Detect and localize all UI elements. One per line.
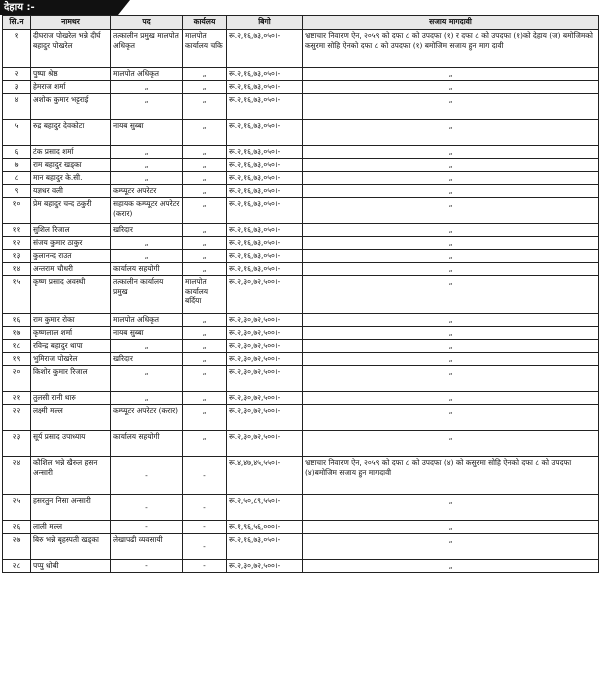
- row-demand: „: [303, 353, 599, 366]
- row-amount: रू.२,३०,७२,५००।-: [227, 405, 303, 431]
- row-amount: रू.२,१६,७३,०५०।-: [227, 159, 303, 172]
- row-name: बिरु भन्ने बृहस्पती खड्का: [31, 534, 111, 560]
- row-name: कृष्णलाल शर्मा: [31, 327, 111, 340]
- row-demand: „: [303, 159, 599, 172]
- row-office: „: [183, 224, 227, 237]
- table-row: [3, 198, 599, 224]
- header-office: कार्यलय: [183, 16, 227, 30]
- row-demand: „: [303, 495, 599, 521]
- row-name: प्रेम बहादुर चन्द ठकुरी: [31, 198, 111, 224]
- table-row: [3, 185, 599, 198]
- row-post: „: [111, 159, 183, 172]
- header-amount: बिगो: [227, 16, 303, 30]
- row-sn: ३: [3, 81, 31, 94]
- row-post: „: [111, 392, 183, 405]
- row-post: „: [111, 146, 183, 159]
- row-demand: „: [303, 534, 599, 560]
- row-name: तुलसी रानी थारु: [31, 392, 111, 405]
- row-sn: २: [3, 68, 31, 81]
- row-sn: २३: [3, 431, 31, 457]
- row-office: „: [183, 314, 227, 327]
- row-post: मालपोत अधिकृत: [111, 314, 183, 327]
- table-header-row: [3, 16, 599, 30]
- row-office: „: [183, 392, 227, 405]
- header-name: नामथर: [31, 16, 111, 30]
- row-office: „: [183, 340, 227, 353]
- row-amount: रू.२,३०,७२,५००।-: [227, 340, 303, 353]
- row-demand: „: [303, 405, 599, 431]
- row-office: „: [183, 250, 227, 263]
- row-name: अशोक कुमार भट्टराई: [31, 94, 111, 120]
- row-name: अन्तराम चौधरी: [31, 263, 111, 276]
- header-post: पद: [111, 16, 183, 30]
- row-demand: „: [303, 172, 599, 185]
- section-title: देहाय :-: [0, 0, 118, 15]
- row-sn: २०: [3, 366, 31, 392]
- row-sn: १६: [3, 314, 31, 327]
- row-name: दीघराज पोखरेल भन्ने दीर्घ बहादुर पोखरेल: [31, 30, 111, 68]
- table-row: [3, 30, 599, 68]
- row-demand: „: [303, 68, 599, 81]
- row-demand: „: [303, 521, 599, 534]
- table-row: [3, 172, 599, 185]
- row-post: „: [111, 172, 183, 185]
- row-office: „: [183, 198, 227, 224]
- table-row: [3, 146, 599, 159]
- row-sn: १९: [3, 353, 31, 366]
- row-post: नायब सुब्बा: [111, 327, 183, 340]
- table-row: [3, 521, 599, 534]
- row-office: -: [183, 495, 227, 521]
- row-office: „: [183, 94, 227, 120]
- row-post: खरिदार: [111, 353, 183, 366]
- row-demand: „: [303, 250, 599, 263]
- row-post: तत्कालीन कार्यालय प्रमुख: [111, 276, 183, 314]
- row-post: तत्कालीन प्रमुख मालपोत अधिकृत: [111, 30, 183, 68]
- row-post: „: [111, 81, 183, 94]
- row-demand: „: [303, 392, 599, 405]
- row-office: „: [183, 120, 227, 146]
- row-office: „: [183, 159, 227, 172]
- row-name: भुमिराज पोखरेल: [31, 353, 111, 366]
- row-demand: „: [303, 198, 599, 224]
- row-name: हेमराज शर्मा: [31, 81, 111, 94]
- row-amount: रू.२,१६,७३,०५०।-: [227, 146, 303, 159]
- row-amount: रू.२,३०,७२,५००।-: [227, 327, 303, 340]
- row-post: खरिदार: [111, 224, 183, 237]
- row-amount: रू.२,३०,७२,५००।-: [227, 560, 303, 573]
- row-sn: १: [3, 30, 31, 68]
- row-amount: रू.२,३०,७२,५००।-: [227, 353, 303, 366]
- row-sn: २५: [3, 495, 31, 521]
- row-amount: रू.२,३०,७२,५००।-: [227, 431, 303, 457]
- table-row: [3, 250, 599, 263]
- row-office: -: [183, 534, 227, 560]
- row-name: कृष्ण प्रसाद अवस्थी: [31, 276, 111, 314]
- table-row: [3, 276, 599, 314]
- table-row: [3, 392, 599, 405]
- row-office: -: [183, 560, 227, 573]
- row-demand: „: [303, 94, 599, 120]
- row-demand: „: [303, 340, 599, 353]
- row-office: „: [183, 185, 227, 198]
- table-row: [3, 431, 599, 457]
- row-office: मालपोत कार्यालय बर्दिया: [183, 276, 227, 314]
- row-office: -: [183, 521, 227, 534]
- row-demand: „: [303, 146, 599, 159]
- row-post: कार्यालय सहयोगी: [111, 263, 183, 276]
- row-amount: रू.४,४७,४५,५५०।-: [227, 457, 303, 495]
- row-amount: रू.२,३०,७२,५००।-: [227, 392, 303, 405]
- row-post: सहायक कम्प्यूटर अपरेटर (करार): [111, 198, 183, 224]
- row-amount: रू.१,९६,५६,०००।-: [227, 521, 303, 534]
- row-sn: २८: [3, 560, 31, 573]
- table-row: [3, 534, 599, 560]
- row-demand: „: [303, 263, 599, 276]
- row-post: कार्यालय सहयोगी: [111, 431, 183, 457]
- row-sn: २२: [3, 405, 31, 431]
- table-row: [3, 81, 599, 94]
- row-sn: १५: [3, 276, 31, 314]
- row-office: „: [183, 366, 227, 392]
- row-post: कम्प्यूटर अपरेटर: [111, 185, 183, 198]
- row-office: „: [183, 405, 227, 431]
- row-demand: „: [303, 327, 599, 340]
- row-post: „: [111, 237, 183, 250]
- table-row: [3, 560, 599, 573]
- table-row: [3, 68, 599, 81]
- row-amount: रू.२,१६,७३,०५०।-: [227, 534, 303, 560]
- table-row: [3, 237, 599, 250]
- row-sn: २६: [3, 521, 31, 534]
- table-row: [3, 327, 599, 340]
- row-office: „: [183, 263, 227, 276]
- table-row: [3, 353, 599, 366]
- row-sn: १७: [3, 327, 31, 340]
- table-row: [3, 495, 599, 521]
- table-row: [3, 457, 599, 495]
- row-office: -: [183, 457, 227, 495]
- row-amount: रू.२,५०,८९,५५०।-: [227, 495, 303, 521]
- row-office: „: [183, 431, 227, 457]
- row-sn: ४: [3, 94, 31, 120]
- row-post: -: [111, 457, 183, 495]
- row-sn: २७: [3, 534, 31, 560]
- table-row: [3, 224, 599, 237]
- row-office: „: [183, 81, 227, 94]
- row-sn: ९: [3, 185, 31, 198]
- row-name: यज्ञधर वली: [31, 185, 111, 198]
- row-demand: „: [303, 224, 599, 237]
- row-demand: „: [303, 366, 599, 392]
- row-amount: रू.२,१६,७३,०५०।-: [227, 81, 303, 94]
- header-sn: सि.न: [3, 16, 31, 30]
- row-post: -: [111, 560, 183, 573]
- row-name: हसरतुन निसा अन्सारी: [31, 495, 111, 521]
- row-name: कुलानन्द राउत: [31, 250, 111, 263]
- row-name: लक्ष्मी मल्ल: [31, 405, 111, 431]
- row-office: „: [183, 237, 227, 250]
- table-row: [3, 405, 599, 431]
- row-amount: रू.२,१६,७३,०५०।-: [227, 263, 303, 276]
- row-sn: ७: [3, 159, 31, 172]
- row-name: रविन्द्र बहादुर थापा: [31, 340, 111, 353]
- table-row: [3, 263, 599, 276]
- row-post: नायब सुब्बा: [111, 120, 183, 146]
- row-amount: रू.२,३०,७२,५००।-: [227, 314, 303, 327]
- row-post: „: [111, 340, 183, 353]
- row-name: लाली मल्ल: [31, 521, 111, 534]
- row-amount: रू.२,१६,७३,०५०।-: [227, 198, 303, 224]
- row-demand: „: [303, 81, 599, 94]
- row-sn: १३: [3, 250, 31, 263]
- row-name: पुष्पा श्रेष्ठ: [31, 68, 111, 81]
- row-sn: ६: [3, 146, 31, 159]
- row-office: „: [183, 68, 227, 81]
- row-name: मान बहादुर के.सी.: [31, 172, 111, 185]
- row-amount: रू.२,१६,७३,०५०।-: [227, 237, 303, 250]
- table-row: [3, 120, 599, 146]
- row-amount: रू.२,३०,७२,५००।-: [227, 366, 303, 392]
- row-demand: „: [303, 314, 599, 327]
- row-demand: „: [303, 560, 599, 573]
- row-sn: ५: [3, 120, 31, 146]
- row-sn: २१: [3, 392, 31, 405]
- row-amount: रू.२,१६,७३,०५०।-: [227, 224, 303, 237]
- defendants-table: [2, 15, 599, 573]
- row-demand: „: [303, 237, 599, 250]
- row-name: किशोर कुमार रिजाल: [31, 366, 111, 392]
- row-name: कौशिल भन्ने खैरुल हसन अन्सारी: [31, 457, 111, 495]
- row-amount: रू.२,१६,७३,०५०।-: [227, 30, 303, 68]
- row-post: -: [111, 521, 183, 534]
- table-body: [3, 30, 599, 573]
- table-row: [3, 159, 599, 172]
- row-post: कम्प्यूटर अपरेटर (करार): [111, 405, 183, 431]
- row-sn: १८: [3, 340, 31, 353]
- row-office: „: [183, 353, 227, 366]
- row-demand: „: [303, 185, 599, 198]
- row-name: संजय कुमार ठाकुर: [31, 237, 111, 250]
- row-office: „: [183, 146, 227, 159]
- row-name: पप्पु धोबी: [31, 560, 111, 573]
- row-demand: भ्रष्टाचार निवारण ऐन, २०५९ को दफा ८ को उपदफा (४) को कसुरमा सोहि ऐनको दफा ८ को उपदफा (४)बमोजिम सजाय हुन मागदावी: [303, 457, 599, 495]
- row-sn: ८: [3, 172, 31, 185]
- row-demand: भ्रष्टाचार निवारण ऐन, २०५९ को दफा ८ को उपदफा (१) र दफा ८ को उपदफा (१)को देहाय (ज) बमोजिमको कसुरमा सोहि ऐनको दफा ८ को उपदफा (१) बमोजिम सजाय हुन माग दावी: [303, 30, 599, 68]
- row-post: मालपोत अधिकृत: [111, 68, 183, 81]
- row-amount: रू.२,१६,७३,०५०।-: [227, 250, 303, 263]
- row-post: „: [111, 94, 183, 120]
- row-demand: „: [303, 276, 599, 314]
- row-office: मालपोत कार्यालय चकि: [183, 30, 227, 68]
- row-amount: रू.२,१६,७३,०५०।-: [227, 94, 303, 120]
- row-office: „: [183, 172, 227, 185]
- row-name: रुद्र बहादुर देवकोटा: [31, 120, 111, 146]
- table-row: [3, 314, 599, 327]
- row-name: राम कुमार रोका: [31, 314, 111, 327]
- row-name: सूर्य प्रसाद उपाध्याय: [31, 431, 111, 457]
- row-sn: ११: [3, 224, 31, 237]
- row-post: लेखापढी व्यवसायी: [111, 534, 183, 560]
- row-name: टंक प्रसाद शर्मा: [31, 146, 111, 159]
- row-amount: रू.२,१६,७३,०५०।-: [227, 172, 303, 185]
- row-post: „: [111, 366, 183, 392]
- row-name: राम बहादुर खड्का: [31, 159, 111, 172]
- row-demand: „: [303, 431, 599, 457]
- row-sn: १२: [3, 237, 31, 250]
- row-demand: „: [303, 120, 599, 146]
- row-amount: रू.२,१६,७३,०५०।-: [227, 185, 303, 198]
- row-sn: १०: [3, 198, 31, 224]
- row-office: „: [183, 327, 227, 340]
- row-name: सुशिल रिजाल: [31, 224, 111, 237]
- row-sn: २४: [3, 457, 31, 495]
- row-amount: रू.२,१६,७३,०५०।-: [227, 120, 303, 146]
- row-amount: रू.२,१६,७३,०५०।-: [227, 68, 303, 81]
- table-row: [3, 366, 599, 392]
- row-amount: रू.२,३०,७२,५००।-: [227, 276, 303, 314]
- table-row: [3, 340, 599, 353]
- row-post: „: [111, 250, 183, 263]
- row-sn: १४: [3, 263, 31, 276]
- header-demand: सजाय मागदावी: [303, 16, 599, 30]
- table-row: [3, 94, 599, 120]
- row-post: -: [111, 495, 183, 521]
